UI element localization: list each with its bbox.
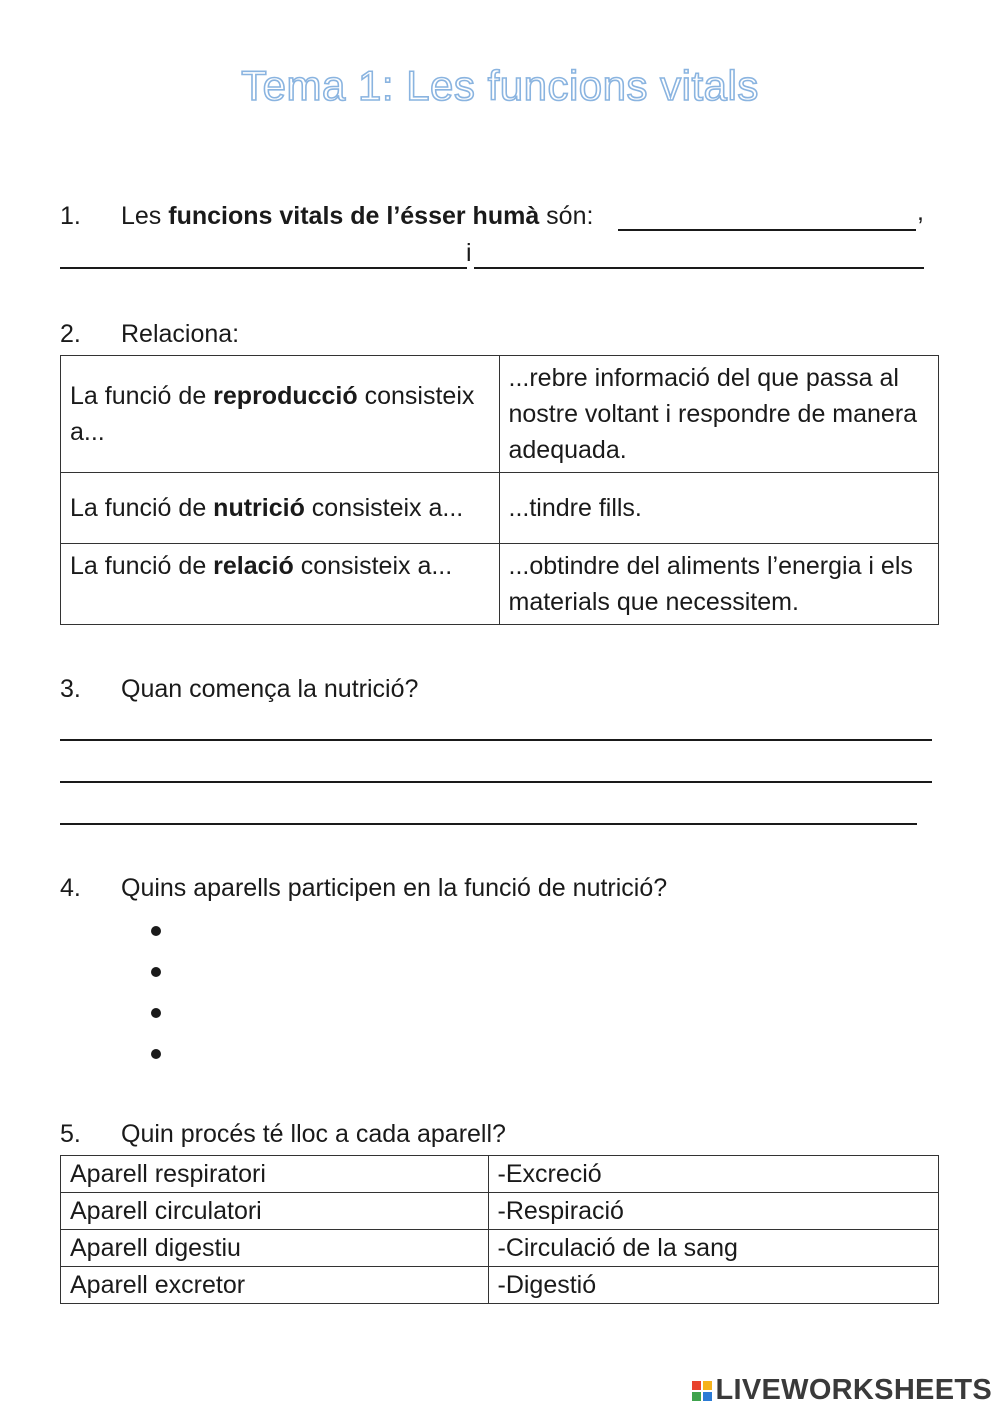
process-cell[interactable]: -Respiració bbox=[488, 1193, 939, 1230]
apparatus-cell[interactable]: Aparell respiratori bbox=[61, 1156, 489, 1193]
question-4 bbox=[60, 870, 667, 906]
logo-text: LIVEWORKSHEETS bbox=[715, 1374, 992, 1406]
table-row bbox=[61, 356, 939, 473]
bullet-1[interactable] bbox=[151, 926, 161, 936]
question-1-prefix: Les bbox=[121, 202, 169, 230]
bullet-3[interactable] bbox=[151, 1008, 161, 1018]
apparatus-cell[interactable]: Aparell digestiu bbox=[61, 1230, 489, 1267]
question-3-text: Quan comença la nutrició? bbox=[121, 675, 419, 703]
table-row bbox=[61, 1267, 939, 1304]
question-4-text: Quins aparells participen en la funció de nutrició? bbox=[121, 874, 668, 902]
match-left-cell[interactable]: La funció de relació consisteix a... bbox=[61, 544, 500, 625]
match-left-cell[interactable]: La funció de reproducció consisteix a... bbox=[61, 356, 500, 473]
bullet-4[interactable] bbox=[151, 1049, 161, 1059]
bullet-2[interactable] bbox=[151, 967, 161, 977]
logo-icon bbox=[692, 1381, 712, 1401]
process-table bbox=[60, 1155, 939, 1304]
table-row bbox=[61, 1193, 939, 1230]
comma: , bbox=[917, 198, 924, 226]
connector-i: i bbox=[466, 239, 472, 267]
match-right-cell[interactable]: ...obtindre del aliments l’energia i els materials que necessitem. bbox=[499, 544, 939, 625]
process-cell[interactable]: -Digestió bbox=[488, 1267, 939, 1304]
table-row bbox=[61, 473, 939, 544]
answer-blank-2[interactable] bbox=[60, 267, 467, 269]
answer-blank-1[interactable] bbox=[618, 229, 916, 231]
question-1 bbox=[60, 198, 593, 234]
question-1-suffix: són: bbox=[539, 202, 594, 230]
match-right-cell[interactable]: ...rebre informació del que passa al nostre voltant i respondre de manera adequada. bbox=[499, 356, 939, 473]
question-number: 4. bbox=[60, 874, 81, 902]
answer-blank-3[interactable] bbox=[474, 267, 924, 269]
question-2 bbox=[60, 316, 239, 352]
match-left-cell[interactable]: La funció de nutrició consisteix a... bbox=[61, 473, 500, 544]
table-row bbox=[61, 1156, 939, 1193]
match-table bbox=[60, 355, 939, 625]
match-right-cell[interactable]: ...tindre fills. bbox=[499, 473, 939, 544]
question-number: 3. bbox=[60, 675, 81, 703]
process-cell[interactable]: -Excreció bbox=[488, 1156, 939, 1193]
answer-line-2[interactable] bbox=[60, 781, 932, 783]
question-3 bbox=[60, 671, 418, 707]
question-1-bold: funcions vitals de l’ésser humà bbox=[168, 202, 540, 230]
apparatus-cell[interactable]: Aparell circulatori bbox=[61, 1193, 489, 1230]
process-cell[interactable]: -Circulació de la sang bbox=[488, 1230, 939, 1267]
table-row bbox=[61, 544, 939, 625]
question-number: 5. bbox=[60, 1120, 81, 1148]
table-row bbox=[61, 1230, 939, 1267]
question-5-text: Quin procés té lloc a cada aparell? bbox=[121, 1120, 506, 1148]
question-5 bbox=[60, 1116, 506, 1152]
question-number: 2. bbox=[60, 320, 81, 348]
answer-line-1[interactable] bbox=[60, 739, 932, 741]
apparatus-cell[interactable]: Aparell excretor bbox=[61, 1267, 489, 1304]
liveworksheets-logo bbox=[692, 1374, 993, 1407]
question-number: 1. bbox=[60, 202, 81, 230]
page-title: Tema 1: Les funcions vitals bbox=[241, 62, 759, 109]
answer-line-3[interactable] bbox=[60, 823, 917, 825]
question-2-text: Relaciona: bbox=[121, 320, 240, 348]
